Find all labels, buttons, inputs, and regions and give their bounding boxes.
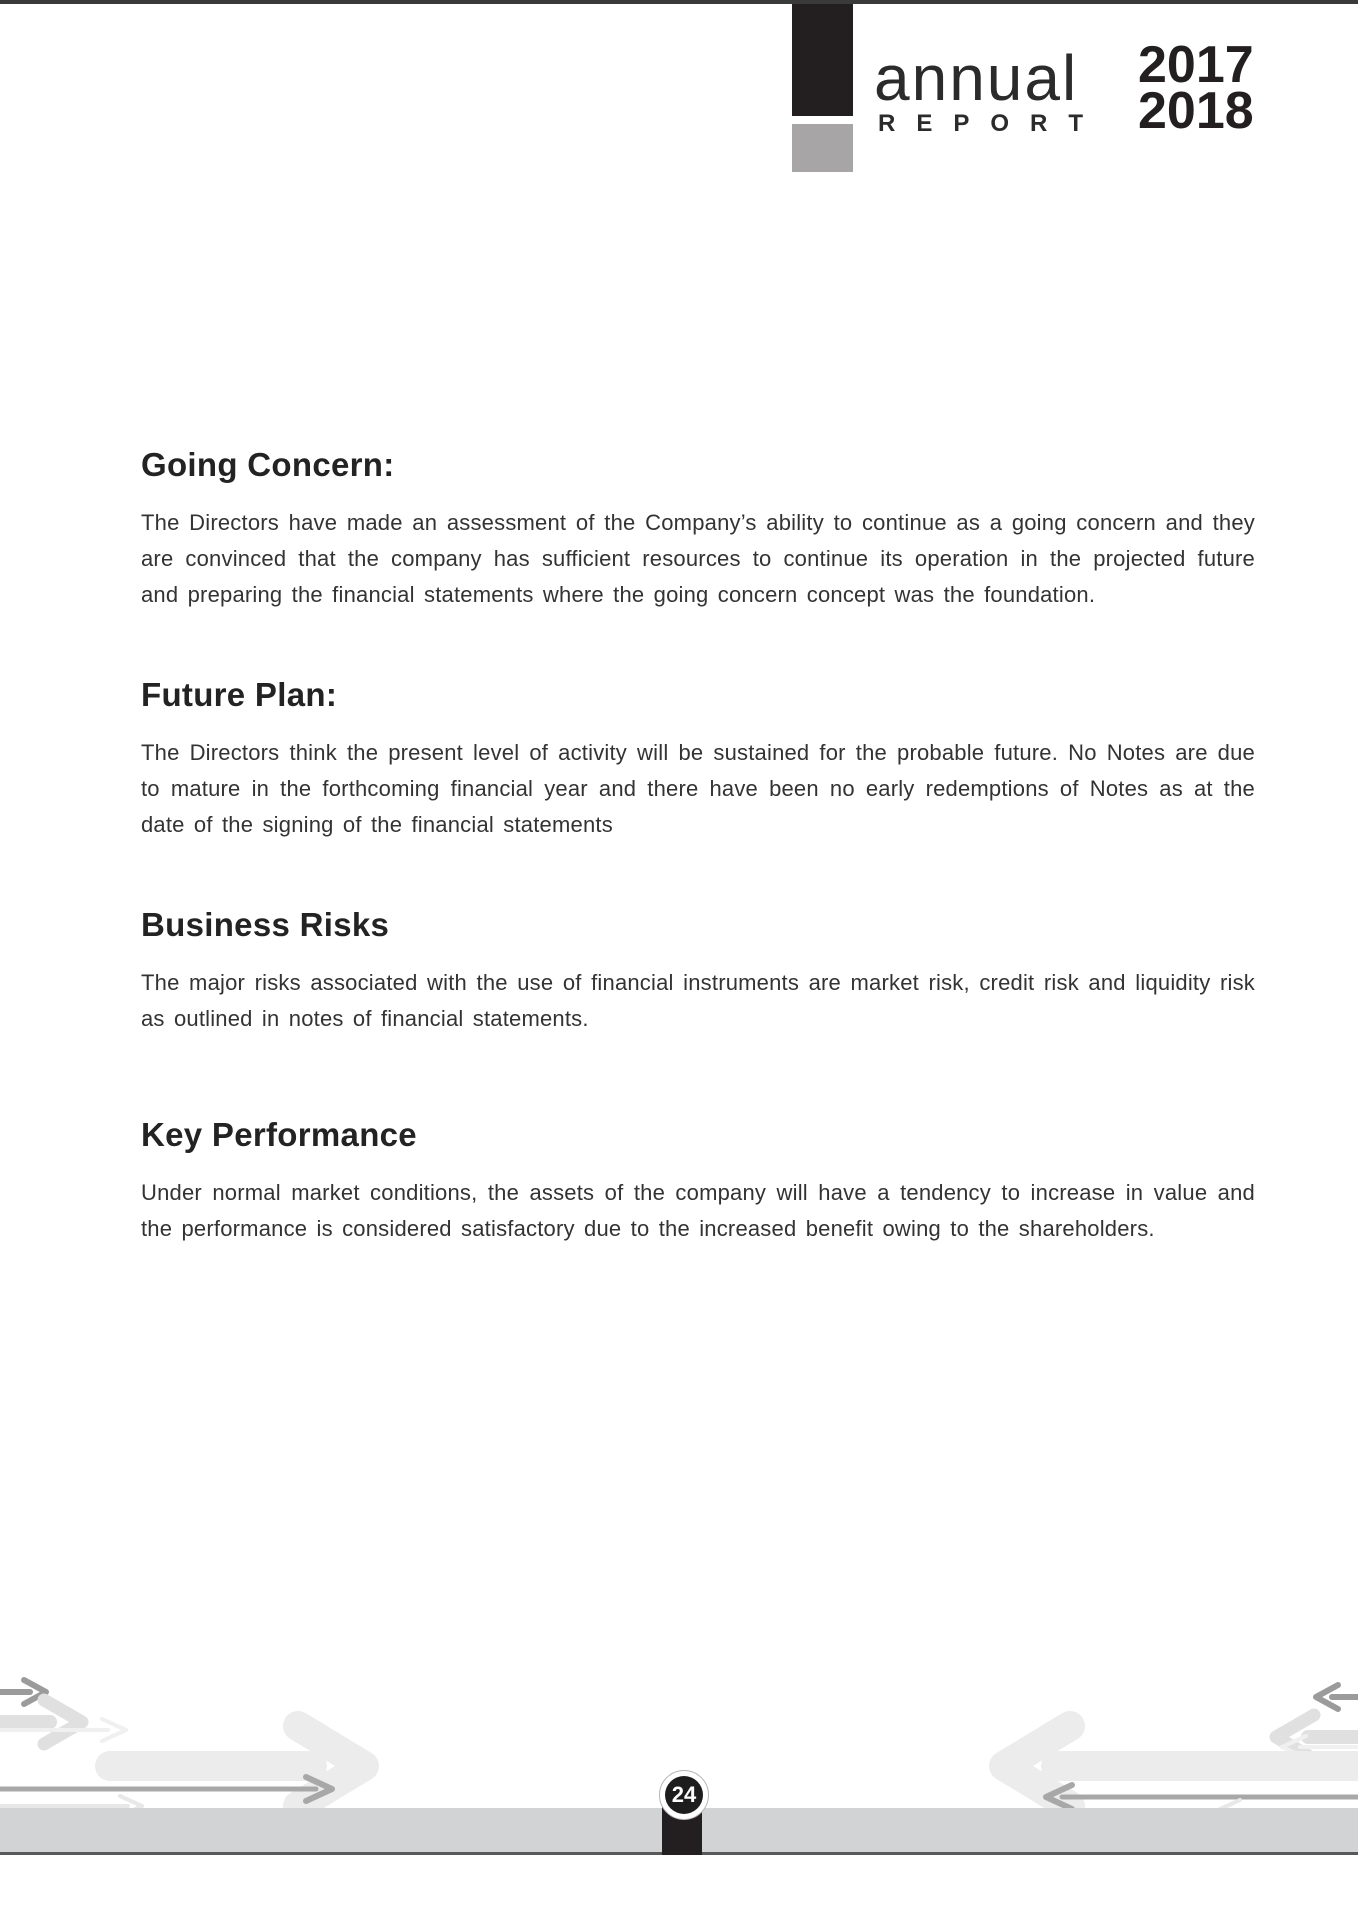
logo-black-square (792, 4, 853, 116)
year-bottom: 2018 (1138, 82, 1254, 140)
brand-subword-report: REPORT (878, 110, 1105, 137)
brand-word-annual: annual (874, 42, 1079, 114)
year-top: 2017 (1138, 36, 1254, 94)
paragraph-future-plan: The Directors think the present level of activity will be sustained for the probable future. No Notes are due to mature in the forthcoming financial year and there have been no early redemptions of Notes as at the date of the signing of the financial statements (141, 740, 1255, 837)
page-number: 24 (665, 1776, 703, 1814)
heading-business-risks: Business Risks (141, 906, 390, 943)
paragraph-going-concern: The Directors have made an assessment of the Company’s ability to continue as a going concern and they are convinced that the company has sufficient resources to continue its operation in the projected future and preparing the financial statements where the going concern concept was the foundation. (141, 510, 1255, 607)
page-content (141, 445, 1255, 1247)
logo-gray-square (792, 124, 853, 172)
brand-years (1138, 36, 1288, 140)
heading-future-plan: Future Plan: (141, 676, 338, 713)
arrows-left-group (0, 1680, 364, 1816)
arrows-right-group (1004, 1685, 1358, 1820)
heading-key-performance: Key Performance (141, 1116, 417, 1153)
paragraph-key-performance: Under normal market conditions, the assets of the company will have a tendency to increase in value and the performance is considered satisfactory due to the increased benefit owing to the shareholders. (141, 1180, 1255, 1241)
page-number-badge (659, 1770, 709, 1820)
top-rule (0, 0, 1358, 4)
heading-going-concern: Going Concern: (141, 446, 395, 483)
paragraph-business-risks: The major risks associated with the use of financial instruments are market risk, credit risk and liquidity risk as outlined in notes of financial statements. (141, 970, 1255, 1031)
